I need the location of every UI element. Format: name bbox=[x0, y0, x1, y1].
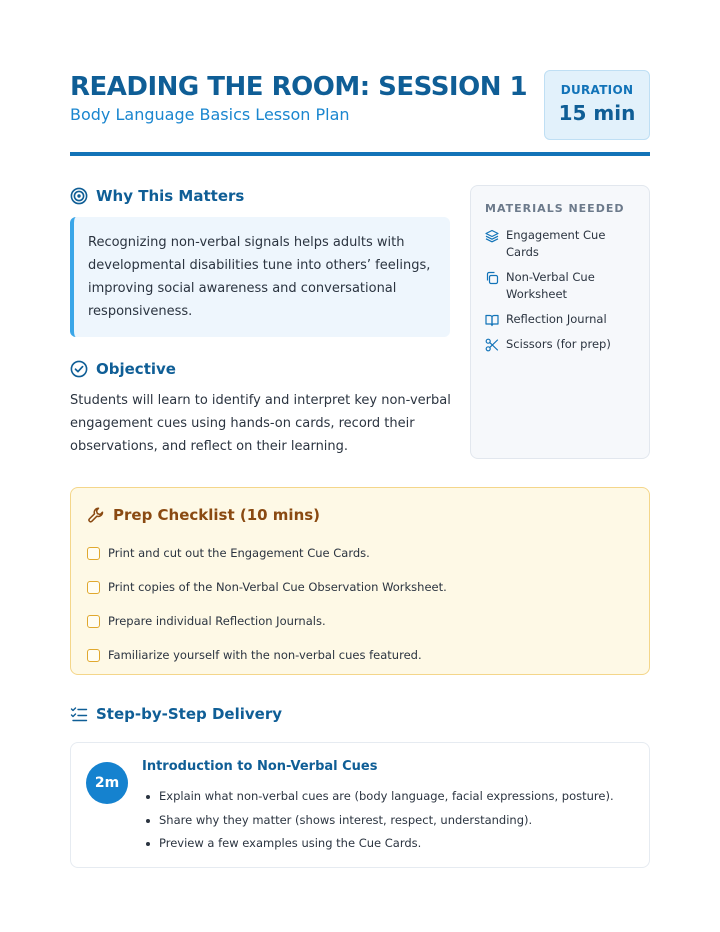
material-label: Engagement Cue Cards bbox=[506, 228, 606, 259]
prep-checklist bbox=[70, 487, 650, 675]
list-checks-icon bbox=[70, 705, 88, 723]
duration-value: 15 min bbox=[558, 101, 636, 125]
material-item bbox=[485, 336, 635, 353]
why-heading-text: Why This Matters bbox=[96, 187, 245, 205]
checklist-item[interactable] bbox=[87, 604, 633, 638]
checkbox[interactable] bbox=[87, 615, 100, 628]
why-callout: Recognizing non-verbal signals helps adults with developmental disabilities tune into others’ feelings, improving social awareness and conversational responsiveness. bbox=[70, 217, 450, 337]
header bbox=[70, 70, 650, 156]
objective-text: Students will learn to identify and interpret key non-verbal engagement cues using hands-on cards, record their observations, and reflect on their learning. bbox=[70, 393, 451, 454]
list-item: Explain what non-verbal cues are (body language, facial expressions, posture). bbox=[142, 785, 614, 809]
material-label: Reflection Journal bbox=[506, 312, 607, 326]
checklist-label: Print and cut out the Engagement Cue Cards. bbox=[108, 546, 370, 560]
prep-heading bbox=[87, 506, 633, 524]
step-duration-badge: 2m bbox=[86, 762, 128, 804]
checkbox[interactable] bbox=[87, 547, 100, 560]
check-circle-icon bbox=[70, 360, 88, 378]
duration-label: DURATION bbox=[560, 83, 634, 97]
material-item bbox=[485, 227, 635, 261]
objective-heading-text: Objective bbox=[96, 360, 176, 378]
checklist-item[interactable] bbox=[87, 638, 633, 672]
objective-heading bbox=[70, 360, 176, 378]
checklist-label: Familiarize yourself with the non-verbal cues featured. bbox=[108, 648, 422, 662]
duration-badge bbox=[544, 70, 650, 140]
checkbox[interactable] bbox=[87, 649, 100, 662]
step-bullets bbox=[142, 785, 614, 856]
list-item: Share why they matter (shows interest, respect, understanding). bbox=[142, 809, 614, 833]
wrench-icon bbox=[87, 506, 105, 524]
material-item bbox=[485, 311, 635, 328]
checklist-item[interactable] bbox=[87, 570, 633, 604]
scissors-icon bbox=[485, 338, 499, 352]
checklist-item[interactable] bbox=[87, 536, 633, 570]
prep-heading-text: Prep Checklist (10 mins) bbox=[113, 506, 321, 524]
checklist-label: Print copies of the Non-Verbal Cue Observation Worksheet. bbox=[108, 580, 447, 594]
delivery-heading-text: Step-by-Step Delivery bbox=[96, 705, 282, 723]
materials-panel bbox=[470, 185, 650, 459]
why-heading bbox=[70, 187, 244, 205]
delivery-heading bbox=[70, 705, 282, 723]
page-subtitle: Body Language Basics Lesson Plan bbox=[70, 105, 350, 124]
checkbox[interactable] bbox=[87, 581, 100, 594]
target-icon bbox=[70, 187, 88, 205]
copy-icon bbox=[485, 271, 499, 285]
checklist-label: Prepare individual Reflection Journals. bbox=[108, 614, 326, 628]
page-title: READING THE ROOM: SESSION 1 bbox=[70, 72, 528, 102]
material-label: Scissors (for prep) bbox=[506, 337, 611, 351]
list-item: Preview a few examples using the Cue Cards. bbox=[142, 832, 614, 856]
materials-heading: MATERIALS NEEDED bbox=[485, 202, 625, 215]
material-item bbox=[485, 269, 635, 303]
step-title: Introduction to Non-Verbal Cues bbox=[142, 759, 378, 774]
step-card bbox=[70, 742, 650, 868]
book-icon bbox=[485, 313, 499, 327]
layers-icon bbox=[485, 229, 499, 243]
material-label: Non-Verbal Cue Worksheet bbox=[506, 270, 595, 301]
